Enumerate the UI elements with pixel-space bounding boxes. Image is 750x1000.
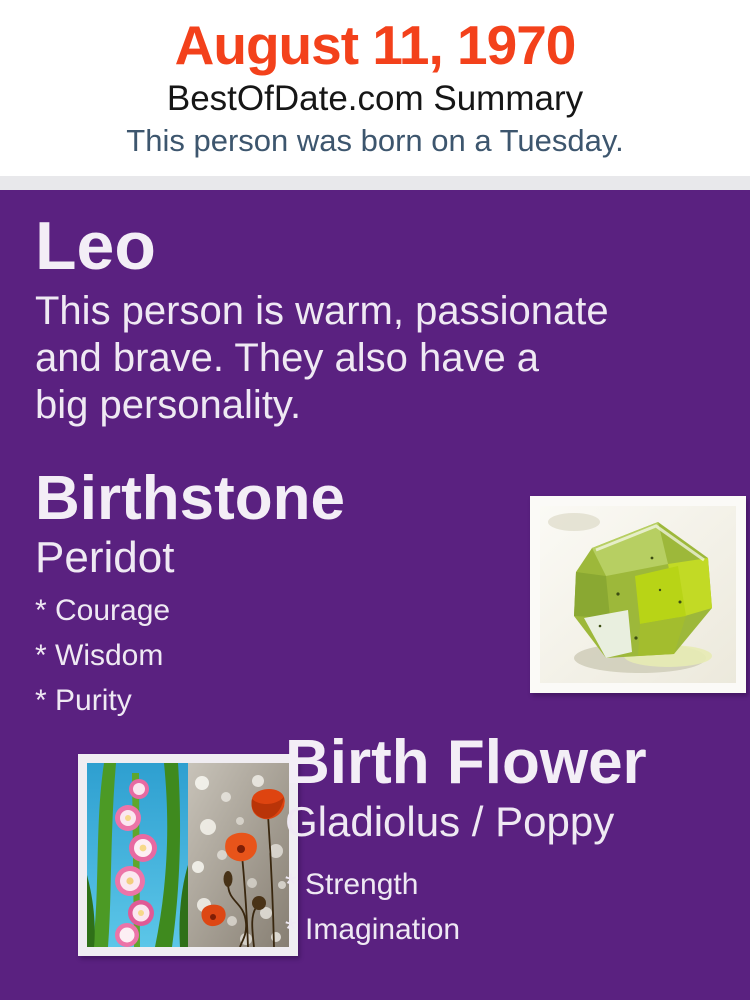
birthstone-trait: * Wisdom: [35, 639, 164, 672]
poppy-photo-illustration: [188, 763, 289, 947]
zodiac-description-line: and brave. They also have a: [35, 336, 540, 380]
birth-flower-trait: * Strength: [285, 868, 419, 901]
birth-flower-photo: [78, 754, 298, 956]
zodiac-description: [35, 288, 609, 429]
gladiolus-photo-illustration: [87, 763, 188, 947]
site-summary-line: BestOfDate.com Summary: [166, 79, 584, 118]
zodiac-sign-heading: Leo: [35, 208, 156, 284]
birthstone-trait: * Purity: [35, 684, 132, 717]
birth-flower-name: Gladiolus / Poppy: [285, 798, 615, 845]
birthstone-trait-list: [35, 588, 170, 723]
birth-flower-section: [285, 730, 647, 952]
divider-band: [0, 176, 750, 190]
birthstone-name: Peridot: [35, 533, 175, 582]
peridot-gem-illustration: [540, 506, 736, 683]
birthstone-trait: * Courage: [35, 594, 171, 627]
peridot-gem-photo: [530, 496, 746, 693]
birth-flower-heading: Birth Flower: [285, 728, 647, 797]
header: [0, 0, 750, 176]
born-on-weekday-line: This person was born on a Tuesday.: [126, 123, 624, 158]
birthstone-heading: Birthstone: [35, 464, 345, 533]
birth-flower-trait: * Imagination: [285, 913, 461, 946]
birth-flower-trait-list: [285, 862, 647, 952]
zodiac-description-line: big personality.: [35, 383, 302, 427]
main-panel: [0, 190, 750, 1000]
zodiac-description-line: This person is warm, passionate: [35, 289, 609, 333]
page-title-date: August 11, 1970: [174, 14, 576, 76]
